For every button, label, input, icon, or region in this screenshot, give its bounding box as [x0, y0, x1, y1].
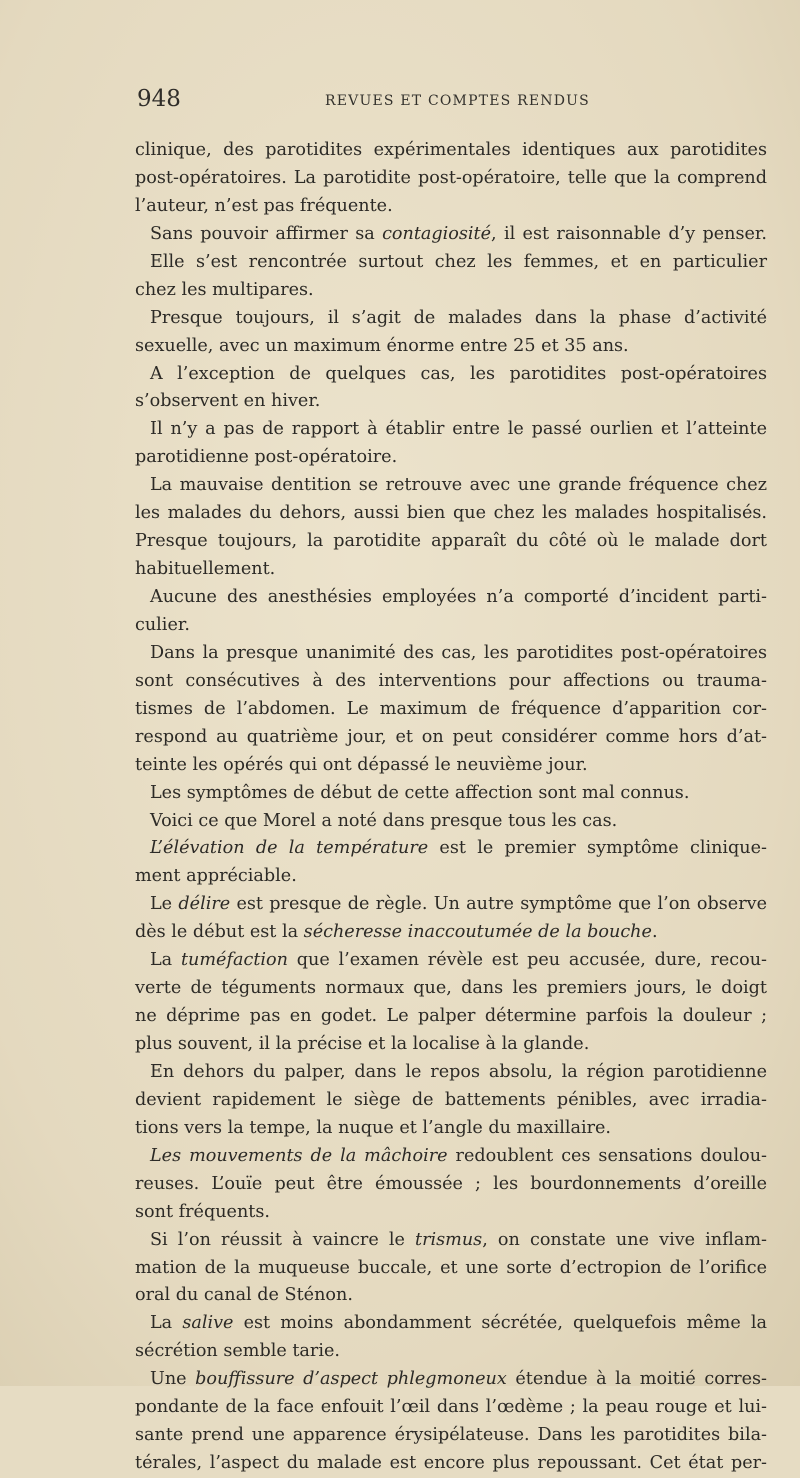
text-line: reuses. L’ouïe peut être émoussée ; les bourdonnements d’oreille [135, 1173, 767, 1194]
text-line: tismes de l’abdomen. Le maximum de fréquence d’apparition cor- [135, 698, 767, 719]
text-line: plus souvent, il la précise et la localise à la glande. [135, 1034, 590, 1054]
text-line: La salive est moins abondamment sécrétée, quelquefois même la [150, 1313, 768, 1334]
text-line: oral du canal de Sténon. [135, 1285, 353, 1306]
text-line: Aucune des anesthésies employées n’a comporté d’incident parti- [150, 587, 767, 607]
text-line: teinte les opérés qui ont dépassé le neuvième jour. [135, 754, 588, 775]
text-line: sont fréquents. [135, 1201, 270, 1222]
text-line: sexuelle, avec un maximum énorme entre 25 et 35 ans. [135, 335, 629, 356]
text-line: Sans pouvoir affirmer sa contagiosité, il est raisonnable d’y penser. [150, 223, 767, 244]
text-line: s’observent en hiver. [135, 391, 321, 412]
text-line: Voici ce que Morel a noté dans presque tous les cas. [150, 810, 618, 831]
text-line: culier. [135, 614, 190, 635]
text-line: Les mouvements de la mâchoire redoublent ces sensations doulou- [150, 1145, 768, 1166]
text-line: tions vers la tempe, la nuque et l’angle du maxillaire. [135, 1117, 612, 1138]
text-line: pondante de la face enfouit l’œil dans l’œdème ; la peau rouge et lui- [135, 1397, 767, 1418]
text-line: L’élévation de la température est le premier symptôme clinique- [150, 838, 768, 859]
page-header [135, 86, 765, 116]
text-line: Les symptômes de début de cette affection sont mal connus. [150, 782, 690, 803]
text-line: les malades du dehors, aussi bien que chez les malades hospitalisés. [135, 503, 767, 524]
body-text [135, 137, 767, 1478]
text-line: Presque toujours, il s’agit de malades dans la phase d’activité [150, 307, 767, 328]
text-line: La tuméfaction que l’examen révèle est peu accusée, dure, recou- [150, 950, 768, 971]
text-line: clinique, des parotidites expérimentales identiques aux parotidites [135, 140, 767, 160]
text-line: A l’exception de quelques cas, les parotidites post-opératoires [150, 363, 767, 384]
text-line: mation de la muqueuse buccale, et une sorte d’ectropion de l’orifice [135, 1257, 767, 1278]
text-line: dès le début est la sécheresse inaccoutumée de la bouche. [135, 922, 658, 943]
text-line: Presque toujours, la parotidite apparaît du côté où le malade dort [135, 531, 767, 552]
text-line: La mauvaise dentition se retrouve avec une grande fréquence chez [150, 475, 767, 496]
text-line: ment appréciable. [135, 866, 297, 887]
text-line: En dehors du palper, dans le repos absolu, la région parotidienne [150, 1061, 767, 1082]
text-line: parotidienne post-opératoire. [135, 447, 398, 468]
text-line: habituellement. [135, 559, 276, 580]
running-head: REVUES ET COMPTES RENDUS [325, 93, 590, 109]
text-line: l’auteur, n’est pas fréquente. [135, 195, 393, 216]
text-line: sécrétion semble tarie. [135, 1341, 340, 1362]
text-line: Le délire est presque de règle. Un autre symptôme que l’on observe [150, 894, 767, 915]
text-line: verte de téguments normaux que, dans les premiers jours, le doigt [135, 978, 767, 999]
page-number: 948 [137, 86, 181, 112]
text-line: sont consécutives à des interventions pour affections ou trauma- [135, 670, 767, 691]
text-line: Elle s’est rencontrée surtout chez les femmes, et en particulier [150, 251, 767, 272]
text-line: post-opératoires. La parotidite post-opératoire, telle que la comprend [135, 167, 767, 188]
text-line: Une bouffissure d’aspect phlegmoneux étendue à la moitié corres- [150, 1369, 767, 1390]
text-line: térales, l’aspect du malade est encore plus repoussant. Cet état per- [135, 1453, 767, 1474]
text-line: Dans la presque unanimité des cas, les parotidites post-opératoires [150, 642, 767, 663]
text-line: Si l’on réussit à vaincre le trismus, on constate une vive inflam- [150, 1229, 767, 1250]
text-line: sante prend une apparence érysipélateuse. Dans les parotidites bila- [135, 1425, 767, 1446]
text-line: Il n’y a pas de rapport à établir entre le passé ourlien et l’atteinte [150, 419, 767, 440]
text-line: respond au quatrième jour, et on peut considérer comme hors d’at- [135, 726, 767, 747]
text-line: devient rapidement le siège de battements pénibles, avec irradia- [135, 1089, 767, 1110]
text-line: chez les multipares. [135, 279, 314, 300]
text-line: ne déprime pas en godet. Le palper détermine parfois la douleur ; [135, 1006, 767, 1027]
